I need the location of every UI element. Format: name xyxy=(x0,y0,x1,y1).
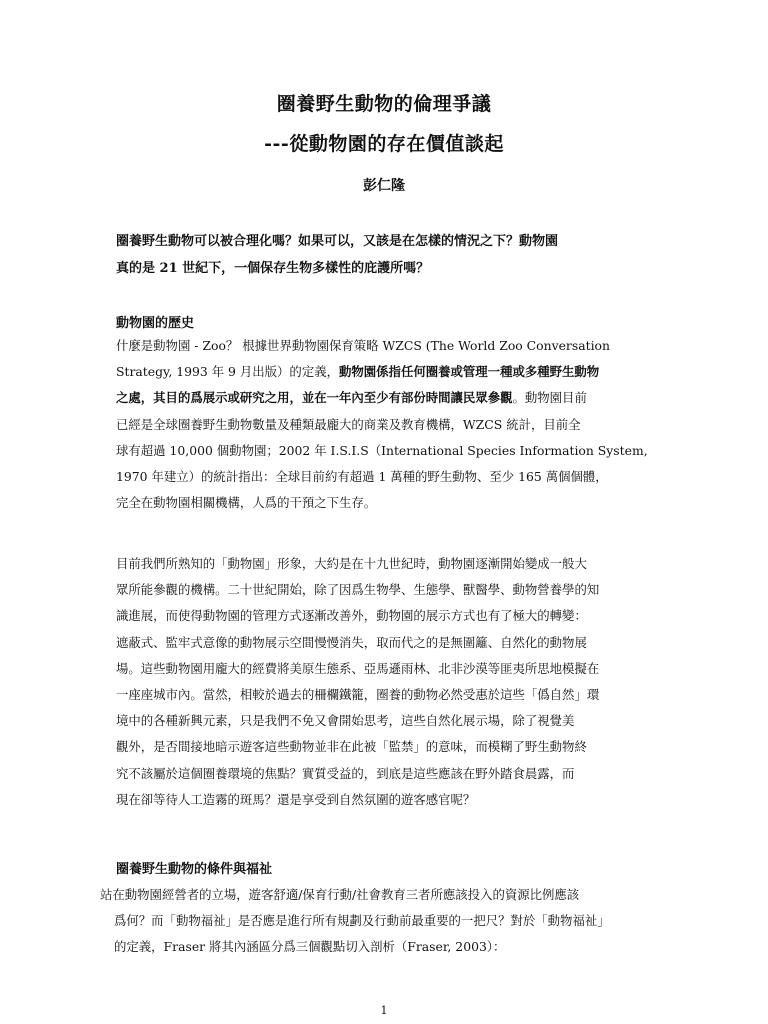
intro-line: 圈養野生動物可以被合理化嗎？如果可以，又該是在怎樣的情況之下？動物園 xyxy=(116,234,559,249)
author-name: 彭仁隆 xyxy=(363,178,405,194)
history-paragraph-2 xyxy=(116,551,656,813)
paragraph-line: 爲何？而「動物福祉」是否應是進行所有規劃及行動前最重要的一把尺？對於「動物福祉」 xyxy=(114,913,610,929)
document-title: 圈養野生動物的倫理爭議 xyxy=(276,93,492,115)
paragraph-line: 完全在動物園相關機構，人爲的干預之下生存。 xyxy=(116,495,377,511)
history-paragraph-1 xyxy=(116,333,656,516)
document-subtitle: ---從動物園的存在價值談起 xyxy=(264,133,504,155)
paragraph-line xyxy=(116,359,656,385)
paragraph-line: 一座座城市內。當然，相較於過去的柵欄鐵籠，圈養的動物必然受惠於這些「僞自然」環 xyxy=(116,687,600,703)
paragraph-line: 1970 年建立）的統計指出：全球目前約有超過 1 萬種的野生動物、至少 165 萬個個體， xyxy=(116,469,608,485)
section-heading-welfare: 圈養野生動物的條件與福祉 xyxy=(116,862,273,877)
paragraph-line: 觀外，是否間接地暗示遊客這些動物並非在此被「監禁」的意味，而模糊了野生動物終 xyxy=(116,739,587,755)
paragraph-line: 識進展，而使得動物園的管理方式逐漸改善外，動物園的展示方式也有了極大的轉變： xyxy=(116,608,587,624)
paragraph-line: 站在動物園經營者的立場，遊客舒適/保育行動/社會教育三者所應該投入的資源比例應該 xyxy=(100,887,580,902)
paragraph-line: 眾所能參觀的機構。二十世紀開始，除了因爲生物學、生態學、獸醫學、動物營養學的知 xyxy=(116,582,600,598)
paragraph-line: 遮蔽式、監牢式意像的動物展示空間慢慢消失，取而代之的是無圍籬、自然化的動物展 xyxy=(116,634,587,650)
intro-line: 真的是 21 世紀下，一個保存生物多樣性的庇護所嗎？ xyxy=(116,261,430,276)
paragraph-line xyxy=(116,385,656,411)
definition-bold-text: 動物園係指任何圈養或管理一種或多種野生動物 xyxy=(339,364,600,380)
intro-paragraph xyxy=(116,228,656,282)
definition-bold-text: 之處，其目的爲展示或研究之用，並在一年內至少有部份時間讓民眾參觀 xyxy=(116,390,513,406)
section-heading-history: 動物園的歷史 xyxy=(116,316,195,331)
text-run: 。動物園目前 xyxy=(512,390,587,406)
welfare-paragraph xyxy=(100,882,656,961)
paragraph-line: 什麼是動物園 - Zoo？ 根據世界動物園保育策略 WZCS (The World Zoo Conversation xyxy=(116,338,610,353)
paragraph-line: 已經是全球圈養野生動物數量及種類最龐大的商業及教育機構，WZCS 統計，目前全 xyxy=(116,416,581,432)
paragraph-line: 球有超過 10,000 個動物園；2002 年 I.S.I.S（International Species Information System, xyxy=(116,442,648,458)
paragraph-line: 究不該屬於這個圈養環境的焦點？實質受益的，到底是這些應該在野外踏食晨露，而 xyxy=(116,765,575,781)
text-run: Strategy, 1993 年 9 月出版）的定義， xyxy=(116,364,339,380)
paragraph-line: 目前我們所熟知的「動物園」形象，大約是在十九世紀時，動物園逐漸開始變成一般大 xyxy=(116,556,587,571)
paragraph-line: 境中的各種新興元素，只是我們不免又會開始思考，這些自然化展示場，除了視覺美 xyxy=(116,713,575,729)
paragraph-line: 現在卻等待人工造霧的斑馬？還是享受到自然氛圍的遊客感官呢？ xyxy=(116,791,476,807)
paragraph-line: 的定義，Fraser 將其內涵區分爲三個觀點切入剖析（Fraser, 2003）： xyxy=(114,939,506,955)
page-number: 1 xyxy=(380,1004,388,1017)
paragraph-line: 場。這些動物園用龐大的經費將美原生態系、亞馬遜雨林、北非沙漠等匪夷所思地模擬在 xyxy=(116,660,600,676)
